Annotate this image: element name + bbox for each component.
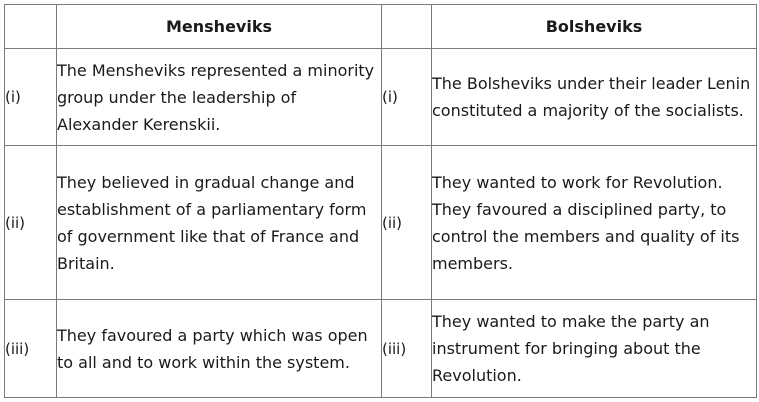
header-blank-left	[5, 5, 57, 49]
row-number-mensheviks: (ii)	[5, 146, 57, 300]
row-number-mensheviks: (iii)	[5, 300, 57, 398]
bolsheviks-point: The Bolsheviks under their leader Lenin constituted a majority of the socialists.	[432, 49, 757, 146]
header-bolsheviks: Bolsheviks	[432, 5, 757, 49]
row-number-bolsheviks: (ii)	[382, 146, 432, 300]
header-row	[5, 5, 757, 49]
mensheviks-point: The Mensheviks represented a minority group under the leadership of Alexander Kerenskii.	[57, 49, 382, 146]
comparison-table	[4, 4, 757, 398]
row-number-bolsheviks: (iii)	[382, 300, 432, 398]
mensheviks-point: They favoured a party which was open to all and to work within the system.	[57, 300, 382, 398]
row-number-mensheviks: (i)	[5, 49, 57, 146]
mensheviks-point: They believed in gradual change and establishment of a parliamentary form of government like that of France and Britain.	[57, 146, 382, 300]
table-row	[5, 146, 757, 300]
row-number-bolsheviks: (i)	[382, 49, 432, 146]
bolsheviks-point: They wanted to make the party an instrument for bringing about the Revolution.	[432, 300, 757, 398]
header-mensheviks: Mensheviks	[57, 5, 382, 49]
table-row	[5, 300, 757, 398]
table-row	[5, 49, 757, 146]
header-blank-right	[382, 5, 432, 49]
bolsheviks-point: They wanted to work for Revolution. They favoured a disciplined party, to control the members and quality of its members.	[432, 146, 757, 300]
